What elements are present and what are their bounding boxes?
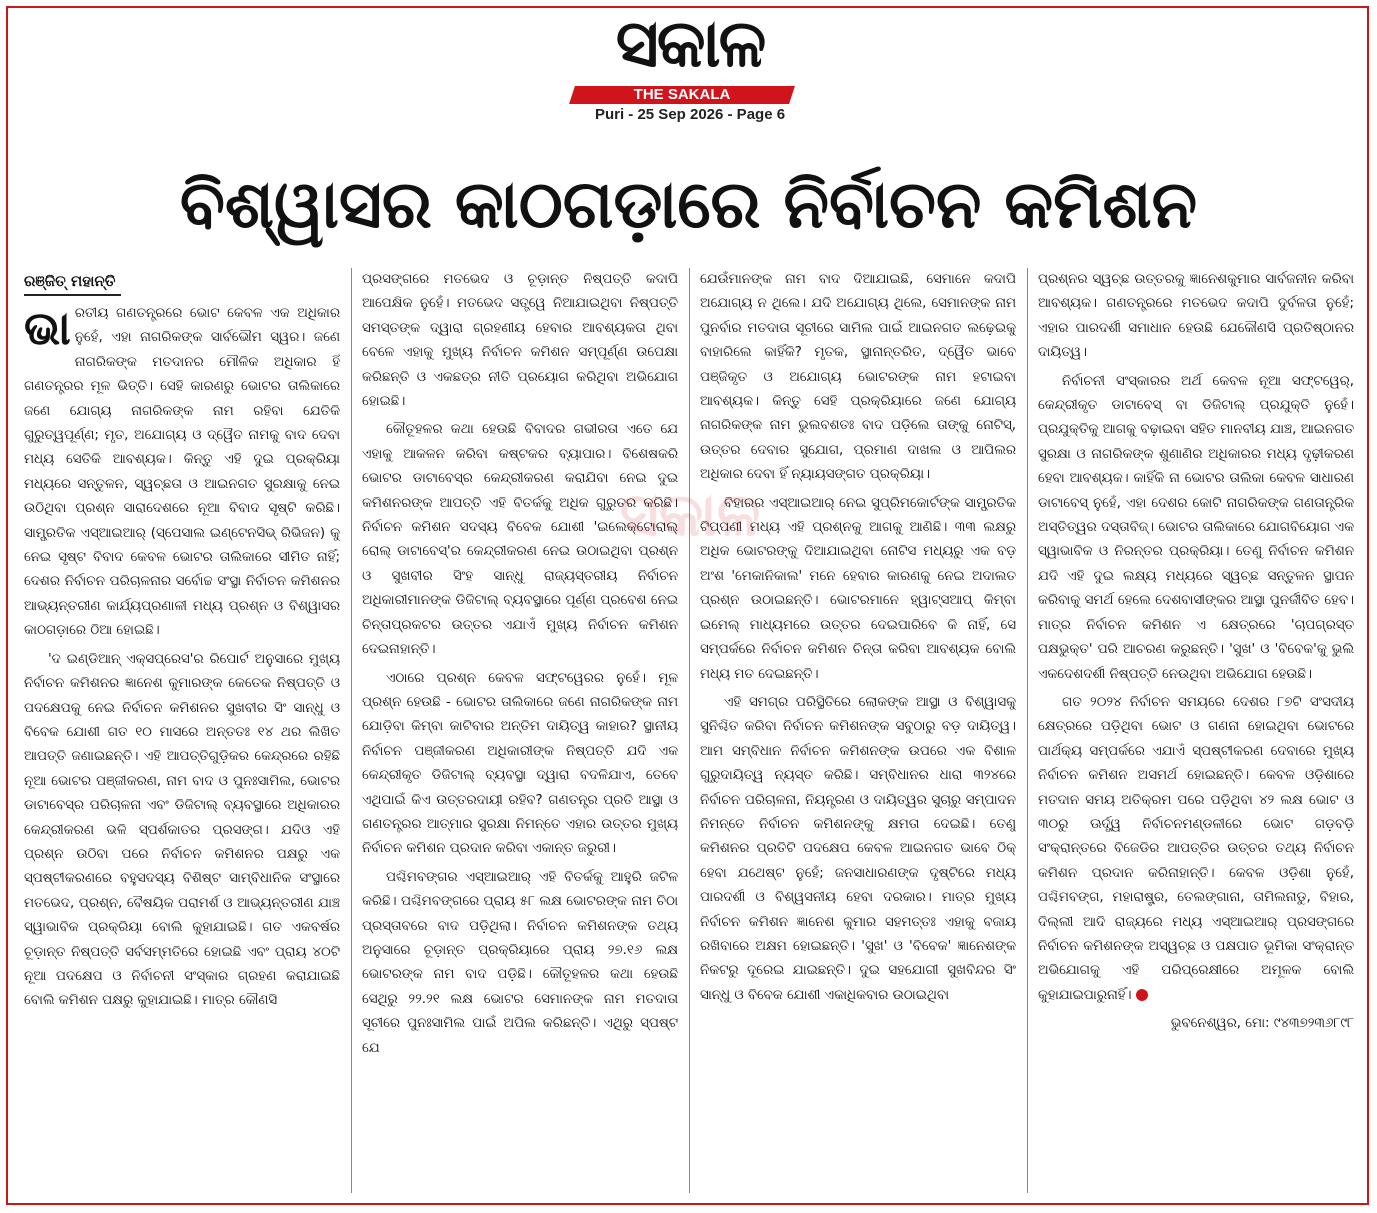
column-divider [689, 268, 690, 1193]
article-paragraph: ଯେଉଁମାନଙ୍କ ନାମ ବାଦ ଦିଆଯାଇଛି, ସେମାନେ କଦାପି ଅଯୋଗ୍ୟ ନ ଥିଲେ। ଯଦି ଅଯୋଗ୍ୟ ଥିଲେ, ସେମାନଙ୍କ ନାମ ପୁନର୍ବାର ମତଦାତା ସୂଚୀରେ ସାମିଲ ପାଇଁ ଆଇନଗତ ଲଢ଼େଇକୁ ବାହାରିଲେ କାହିଁକି? ମୃତକ, ସ୍ଥାନାନ୍ତରିତ, ଦ୍ୱୈତ ଭାବେ ପଞ୍ଜିକୃତ ଓ ଅଯୋଗ୍ୟ ଭୋଟରଙ୍କ ନାମ ହଟାଇବା ଆବଶ୍ୟକ। କିନ୍ତୁ ସେହି ପ୍ରକ୍ରିୟାରେ ଜଣେ ଯୋଗ୍ୟ ନାଗରିକଙ୍କ ନାମ ଭୁଲବଶତଃ ବାଦ ପଡ଼ିଲେ ତାଙ୍କୁ ନୋଟିସ୍, ଉତ୍ତର ଦେବାର ସୁଯୋଗ, ପ୍ରମାଣ ଦାଖଲ ଓ ଆପିଲର ଅଧିକାର ଦେବା ହିଁ ନ୍ୟାୟସଙ୍ଗତ ପ୍ରକ୍ରିୟା। [700, 272, 1016, 483]
article-paragraph: ପ୍ରଶ୍ନର ସ୍ୱଚ୍ଛ ଉତ୍ତରକୁ ଜ୍ଞାନେଶକୁମାର ସାର୍ବଜନୀନ କରିବା ଆବଶ୍ୟକ। ଗଣତନ୍ତ୍ରରେ ମତଭେଦ କଦାପି ଦୁର୍ବଳତା ନୁହେଁ; ଏହାର ପାରଦର୍ଶୀ ସମାଧାନ ହେଉଛି ଯେକୌଣସି ପ୍ରତିଷ୍ଠାନର ଦାୟିତ୍ୱ। [1038, 272, 1354, 361]
article-paragraph: ପଶ୍ଚିମବଙ୍ଗର ଏସ୍ଆଇଆର୍ ଏହି ବିତର୍କକୁ ଆହୁରି ଜଟିଳ କରିଛି। ପଶ୍ଚିମବଙ୍ଗରେ ପ୍ରାୟ ୫୮ ଲକ୍ଷ ଭୋଟରଙ୍କ ନାମ ଚିଠା ପ୍ରସ୍ତାବରେ ବାଦ ପଡ଼ିଥିଲା। ନିର୍ବାଚନ କମିଶନଙ୍କ ତଥ୍ୟ ଅନୁସାରେ ଚୂଡ଼ାନ୍ତ ପ୍ରକ୍ରିୟାରେ ପ୍ରାୟ ୨୭.୧୬ ଲକ୍ଷ ଭୋଟରଙ୍କ ନାମ ବାଦ ପଡ଼ିଛି। କୌତୂହଳର କଥା ହେଉଛି ସେଥିରୁ ୨୨.୨୧ ଲକ୍ଷ ଭୋଟର ସେମାନଙ୍କ ନାମ ମତଦାତା ସୂଚୀରେ ପୁନଃସାମିଲ ପାଇଁ ଅପିଲ କରିଛନ୍ତି। ଏଥିରୁ ସ୍ପଷ୍ଟ ଯେ [362, 869, 678, 1056]
article-body [24, 268, 1354, 1198]
article-paragraph [24, 302, 340, 644]
column-divider [1027, 268, 1028, 1193]
drop-cap: ଭା [24, 301, 71, 355]
article-headline: ବିଶ୍ୱାସର କାଠଗଡ଼ାରେ ନିର୍ବାଚନ କମିଶନ [179, 166, 1198, 243]
end-mark-icon [1136, 989, 1148, 1001]
article-paragraph: ବିହାରର ଏସ୍ଆଇଆର୍ ନେଇ ସୁପ୍ରିମକୋର୍ଟଙ୍କ ସାମ୍ପ୍ରତିକ ଟିପ୍ପଣୀ ମଧ୍ୟ ଏହି ପ୍ରଶ୍ନକୁ ଆଗକୁ ଆଣିଛି। ୩୩ ଲକ୍ଷରୁ ଅଧିକ ଭୋଟରଙ୍କୁ ଦିଆଯାଇଥିବା ନୋଟିସ ମଧ୍ୟରୁ ଏକ ବଡ଼ ଅଂଶ 'ମେକାନିକାଲ' ମନେ ହେବାର କାରଣକୁ ନେଇ ଅଦାଲତ ପ୍ରଶ୍ନ ଉଠାଇଛନ୍ତି। ଭୋଟରମାନେ ହ୍ୱାଟ୍ସଆପ୍ କିମ୍ବା ଇମେଲ୍ ମାଧ୍ୟମରେ ଉତ୍ତର ଦେଇପାରିବେ କି ନାହିଁ, ସେ ସମ୍ପର୍କରେ ନିର୍ବାଚନ କମିଶନ ଚିନ୍ତା କରିବା ଆବଶ୍ୟକ ବୋଲି ମଧ୍ୟ ମତ ଦେଇଛନ୍ତି। [700, 495, 1016, 682]
article-column-2 [362, 268, 678, 1198]
article-paragraph: ଏଠାରେ ପ୍ରଶ୍ନ କେବଳ ସଫ୍ଟୱେରର ନୁହେଁ। ମୂଳ ପ୍ରଶ୍ନ ହେଉଛି - ଭୋଟର ତାଲିକାରେ ଜଣେ ନାଗରିକଙ୍କ ନାମ ଯୋଡ଼ିବା କିମ୍ବା କାଟିବାର ଅନ୍ତିମ ଦାୟିତ୍ୱ କାହାର? ସ୍ଥାନୀୟ ନିର୍ବାଚନ ପଞ୍ଜୀକରଣ ଅଧିକାରୀଙ୍କ ନିଷ୍ପତ୍ତି ଯଦି ଏକ କେନ୍ଦ୍ରୀକୃତ ଡିଜିଟାଲ୍ ବ୍ୟବସ୍ଥା ଦ୍ୱାରା ବଦଳିଯାଏ, ତେବେ ଏଥିପାଇଁ କିଏ ଉତ୍ତରଦାୟୀ ରହିବ? ଗଣତନ୍ତ୍ର ପ୍ରତି ଆସ୍ଥା ଓ ଗଣତନ୍ତ୍ରର ଆତ୍ମାର ସୁରକ୍ଷା ନିମନ୍ତେ ଏହାର ଉତ୍ତର ମୁଖ୍ୟ ନିର୍ବାଚନ କମିଶନ ପ୍ରଦାନ କରିବା ଏକାନ୍ତ ଜରୁରୀ। [362, 670, 678, 857]
article-paragraph: ଏହି ସମଗ୍ର ପରିସ୍ଥିତିରେ ଲୋକଙ୍କ ଆସ୍ଥା ଓ ବିଶ୍ୱାସକୁ ସୁନିଶ୍ଚିତ କରିବା ନିର୍ବାଚନ କମିଶନଙ୍କ ସବୁଠାରୁ ବଡ଼ ଦାୟିତ୍ୱ। ଆମ ସମ୍ବିଧାନ ନିର୍ବାଚନ କମିଶନଙ୍କ ଉପରେ ଏକ ବିଶାଳ ଗୁରୁଦାୟିତ୍ୱ ନ୍ୟସ୍ତ କରିଛି। ସମ୍ବିଧାନର ଧାରା ୩୨୪ରେ ନିର୍ବାଚନ ପରିଚାଳନା, ନିୟନ୍ତ୍ରଣ ଓ ଦାୟିତ୍ୱର ସୁଚାରୁ ସମ୍ପାଦନ ନିମନ୍ତେ ନିର୍ବାଚନ କମିଶନଙ୍କୁ କ୍ଷମତା ଦେଇଛି। ତେଣୁ କମିଶନର ପ୍ରତିଟି ପଦକ୍ଷେପ କେବଳ ଆଇନଗତ ଭାବେ ଠିକ୍ ହେବା ଯଥେଷ୍ଟ ନୁହେଁ; ଜନସାଧାରଣଙ୍କ ଦୃଷ୍ଟିରେ ମଧ୍ୟ ପାରଦର୍ଶୀ ଓ ବିଶ୍ୱସନୀୟ ହେବା ଦରକାର। ମାତ୍ର ମୁଖ୍ୟ ନିର୍ବାଚନ କମିଶନ ଜ୍ଞାନେଶ କୁମାର ସହମତ୍ତଃ ଏହାକୁ ବଜାୟ ରଖିବାରେ ଅକ୍ଷମ ହୋଇଛନ୍ତି। 'ସୁଖ' ଓ 'ବିବେକ' ଜ୍ଞାନେଶଙ୍କ ନିକଟରୁ ଦୂରେଇ ଯାଇଛନ୍ତି। ଦୁଇ ସହଯୋଗୀ ସୁଖବିନ୍ଦର ସିଂ ସାନ୍ଧୁ ଓ ବିବେକ ଯୋଶୀ ଏକାଧିକବାର ଉଠାଇଥିବା [700, 694, 1016, 1003]
author-byline: ରଞ୍ଜିତ୍ ମହାନ୍ତି [24, 268, 121, 296]
article-column-3 [700, 268, 1016, 1198]
article-paragraph [1038, 691, 1354, 1008]
article-paragraph: କୌତୂହଳର କଥା ହେଉଛି ବିବାଦର ଗଭୀରତା ଏତେ ଯେ ଏହାକୁ ଆକଳନ କରିବା କଷ୍ଟକର ବ୍ୟାପାର। ବିଶେଷକରି ଭୋଟର ଡାଟାବେସ୍‌ର କେନ୍ଦ୍ରୀକରଣ କରାଯିବା ନେଇ ଦୁଇ କମିଶନରଙ୍କ ଆପତ୍ତି ଏହି ବିତର୍କକୁ ଅଧିକ ଗୁରୁତର କରିଛି। ନିର୍ବାଚନ କମିଶନ ସଦସ୍ୟ ବିବେକ ଯୋଶୀ 'ଇଲେକ୍ଟୋରାଲ୍ ରୋଲ୍ ଡାଟାବେସ୍'ର କେନ୍ଦ୍ରୀକରଣ ନେଇ ଉଠାଇଥିବା ପ୍ରଶ୍ନ ଓ ସୁଖବୀର ସିଂହ ସାନ୍ଧୁ ରାଜ୍ୟସ୍ତରୀୟ ନିର୍ବାଚନ ଅଧିକାରୀମାନଙ୍କ ଡିଜିଟାଲ୍ ବ୍ୟବସ୍ଥାରେ ପୂର୍ଣ୍ଣ ପ୍ରବେଶ ନେଇ ଚିନ୍ତାପ୍ରକଟର ଉତ୍ତର ଏଯାଏଁ ମୁଖ୍ୟ ନିର୍ବାଚନ କମିଶନ ଦେଇନାହାନ୍ତି। [362, 422, 678, 658]
masthead [0, 0, 1377, 130]
edition-line: Puri - 25 Sep 2026 - Page 6 [594, 106, 786, 123]
article-column-4 [1038, 268, 1354, 1198]
newspaper-logo: ସକାଳ [615, 5, 765, 82]
author-contact: ଭୁବନେଶ୍ୱର, ମୋ: ୯୪୩୭୨୩୬୮୯୮ [1170, 1016, 1354, 1032]
paragraph-text: ଗତ ୨୦୨୪ ନିର୍ବାଚନ ସମୟରେ ଦେଶର ୮୭ଟି ସଂସଦୀୟ କ୍ଷେତ୍ରରେ ପଡ଼ିଥିବା ଭୋଟ ଓ ଗଣନା ହୋଇଥିବା ଭୋଟରେ ପାର୍ଥକ୍ୟ ସମ୍ପର୍କରେ ଏଯାଏଁ ସ୍ପଷ୍ଟୀକରଣ ଦେବାରେ ମୁଖ୍ୟ ନିର୍ବାଚନ କମିଶନ ଅସମର୍ଥ ହୋଇଛନ୍ତି। କେବଳ ଓଡ଼ିଶାରେ ମତଦାନ ସମୟ ଅତିକ୍ରମ ପରେ ପଡ଼ିଥିବା ୪୨ ଲକ୍ଷ ଭୋଟ ଓ ୩୦ରୁ ଊର୍ଦ୍ଧ୍ୱ ନିର୍ବାଚନମଣ୍ଡଳୀରେ ଭୋଟ ଗଡ଼ବଡ଼ି ସଂକ୍ରାନ୍ତରେ ବିଜେଡିର ଆପତ୍ତିର ଉତ୍ତର ତଥ୍ୟ ନିର୍ବାଚନ କମିଶନ ପ୍ରଦାନ କରିନାହାନ୍ତି। କେବଳ ଓଡ଼ିଶା ନୁହେଁ, ପଶ୍ଚିମବଙ୍ଗ, ମହାରାଷ୍ଟ୍ର, ତେଲଙ୍ଗାନା, ତାମିଲନାଡୁ, ବିହାର, ଦିଲ୍ଲୀ ଆଦି ରାଜ୍ୟରେ ମଧ୍ୟ ଏସ୍ଆଇଆର୍ ପ୍ରସଙ୍ଗରେ ନିର୍ବାଚନ କମିଶନଙ୍କ ଅସ୍ୱଚ୍ଛ ଓ ପକ୍ଷପାତ ଭୂମିକା ସଂକ୍ରାନ୍ତ ଅଭିଯୋଗକୁ ଏହି ପରିପ୍ରେକ୍ଷୀରେ ଅମୂଳକ ବୋଲି କୁହାଯାଇପାରୁନାହିଁ। [1038, 694, 1354, 1003]
logo-subtitle: THE SAKALA [633, 86, 731, 103]
brand-watermark: ସକାଳ [619, 480, 761, 550]
article-column-1 [24, 268, 340, 1198]
article-paragraph: 'ଦ ଇଣ୍ଡିଆନ୍ ଏକ୍ସପ୍ରେସ'ର ରିପୋର୍ଟ ଅନୁସାରେ ମୁଖ୍ୟ ନିର୍ବାଚନ କମିଶନର ଜ୍ଞାନେଶ କୁମାରଙ୍କ କେତେକ ନିଷ୍ପତ୍ତି ଓ ପଦକ୍ଷେପକୁ ନେଇ ନିର୍ବାଚନ କମିଶନର ସୁଖବୀର ସିଂ ସାନ୍ଧୁ ଓ ବିବେକ ଯୋଶୀ ଗତ ୧୦ ମାସରେ ଅନ୍ତତଃ ୧୪ ଥର ଲିଖିତ ଆପତ୍ତି ଜଣାଇଛନ୍ତି। ଏହି ଆପତ୍ତିଗୁଡ଼ିକର କେନ୍ଦ୍ରରେ ରହିଛି ନୂଆ ଭୋଟର ପଞ୍ଜୀକରଣ, ନାମ ବାଦ ଓ ପୁନଃସାମିଲ, ଭୋଟର ଡାଟାବେସ୍‌ର ପରିଚାଳନା ଏବଂ ଡିଜିଟାଲ୍ ବ୍ୟବସ୍ଥାରେ ଅଧିକାରର କେନ୍ଦ୍ରୀକରଣ ଭଳି ସ୍ପର୍ଶକାତର ପ୍ରସଙ୍ଗ। ଯଦିଓ ଏହି ପ୍ରଶ୍ନ ଉଠିବା ପରେ ନିର୍ବାଚନ କମିଶନର ପକ୍ଷରୁ ଏକ ସ୍ପଷ୍ଟୀକରଣରେ ବହୁସଦସ୍ୟ ବିଶିଷ୍ଟ ସାମ୍ବିଧାନିକ ସଂସ୍ଥାରେ ମତଭେଦ, ପ୍ରଶ୍ନ, ବୈଷୟିକ ପରାମର୍ଶ ଓ ଆଭ୍ୟନ୍ତରୀଣ ଯାଞ୍ଚ ସ୍ୱାଭାବିକ ପ୍ରକ୍ରିୟା ବୋଲି କୁହାଯାଇଛି। ଗତ ଏକବର୍ଷର ଚୂଡ଼ାନ୍ତ ନିଷ୍ପତ୍ତି ସର୍ବସମ୍ମତିରେ ହୋଇଛି ଏବଂ ପ୍ରାୟ ୪୦ଟି ନୂଆ ପଦକ୍ଷେପ ଓ ନିର୍ବାଚନୀ ସଂସ୍କାର ଗ୍ରହଣ କରାଯାଇଛି ବୋଲି କମିଶନ ପକ୍ଷରୁ କୁହାଯାଇଛି। ମାତ୍ର କୌଣସି [24, 651, 340, 1009]
article-paragraph: ପ୍ରସଙ୍ଗରେ ମତଭେଦ ଓ ଚୂଡ଼ାନ୍ତ ନିଷ୍ପତ୍ତି କଦାପି ଆପେକ୍ଷିକ ନୁହେଁ। ମତଭେଦ ସତ୍ତ୍ୱେ ନିଆଯାଇଥିବା ନିଷ୍ପତ୍ତି ସମସ୍ତଙ୍କ ଦ୍ୱାରା ଗ୍ରହଣୀୟ ହେବାର ଆବଶ୍ୟକତା ଥିବା ବେଳେ ଏହାକୁ ମୁଖ୍ୟ ନିର୍ବାଚନ କମିଶନ ସମ୍ପୂର୍ଣ୍ଣ ଉପେକ୍ଷା କରିଛନ୍ତି ଓ ଏକଛତ୍ର ନୀତି ପ୍ରୟୋଗ କରିଥିବା ଅଭିଯୋଗ ହୋଇଛି। [362, 272, 678, 410]
column-divider [351, 268, 352, 1193]
article-paragraph: ନିର୍ବାଚନୀ ସଂସ୍କାରର ଅର୍ଥ କେବଳ ନୂଆ ସଫ୍ଟୱେର୍, କେନ୍ଦ୍ରୀକୃତ ଡାଟାବେସ୍ ବା ଡିଜିଟାଲ୍ ପ୍ରଯୁକ୍ତି ନୁହେଁ। ପ୍ରଯୁକ୍ତିକୁ ଆଗକୁ ବଢ଼ାଇବା ସହିତ ମାନବୀୟ ଯାଞ୍ଚ, ଆଇନଗତ ସୁରକ୍ଷା ଓ ନାଗରିକଙ୍କ ଶୁଣାଣିର ଅଧିକାରର ମଧ୍ୟ ଦୃଢ଼ୀକରଣ ହେବା ଆବଶ୍ୟକ। କାହିଁକି ନା ଭୋଟର ତାଲିକା କେବଳ ସାଧାରଣ ଡାଟାବେସ୍ ନୁହେଁ, ଏହା ଦେଶର କୋଟି ନାଗରିକଙ୍କ ଗଣତାନ୍ତ୍ରିକ ଅସ୍ତିତ୍ୱର ଦସ୍ତାବିଜ୍। ଭୋଟର ତାଲିକାରେ ଯୋଗବିୟୋଗ ଏକ ସ୍ୱାଭାବିକ ଓ ନିରନ୍ତର ପ୍ରକ୍ରିୟା। ତେଣୁ ନିର୍ବାଚନ କମିଶନ ଯଦି ଏହି ଦୁଇ ଲକ୍ଷ୍ୟ ମଧ୍ୟରେ ସ୍ୱଚ୍ଛ ସନ୍ତୁଳନ ସ୍ଥାପନ କରିବାକୁ ସମର୍ଥ ହେଲେ ଦେଶବାସୀଙ୍କର ଆସ୍ଥା ପୁନର୍ଜୀବିତ ହେବ। ମାତ୍ର ନିର୍ବାଚନ କମିଶନ ଏ କ୍ଷେତ୍ରରେ 'ଚାପଗ୍ରସ୍ତ ପକ୍ଷଭୁକ୍ତ' ପରି ଆଚରଣ କରୁଛନ୍ତି। 'ସୁଖ' ଓ 'ବିବେକ'କୁ ଭୁଲି ଏକଦେଶଦର୍ଶୀ ନିଷ୍ପତ୍ତି ନେଉଥିବା ଅଭିଯୋଗ ହେଉଛି। [1038, 373, 1354, 682]
paragraph-text: ରତୀୟ ଗଣତନ୍ତ୍ରରେ ଭୋଟ କେବଳ ଏକ ଅଧିକାର ନୁହେଁ, ଏହା ନାଗରିକଙ୍କ ସାର୍ବଭୌମ ସ୍ୱର। ଜଣେ ନାଗରିକଙ୍କ ମତଦାନର ମୌଳିକ ଅଧିକାର ହିଁ ଗଣତନ୍ତ୍ରର ମୂଳ ଭିତ୍ତି। ସେହି କାରଣରୁ ଭୋଟର ତାଲିକାରେ ଜଣେ ଯୋଗ୍ୟ ନାଗରିକଙ୍କ ନାମ ରହିବା ଯେତିକି ଗୁରୁତ୍ୱପୂର୍ଣ୍ଣ; ମୃତ, ଅଯୋଗ୍ୟ ଓ ଦ୍ୱୈତ ନାମକୁ ବାଦ ଦେବା ମଧ୍ୟ ସେତିକି ଆବଶ୍ୟକ। କିନ୍ତୁ ଏହି ଦୁଇ ପ୍ରକ୍ରିୟା ମଧ୍ୟରେ ସନ୍ତୁଳନ, ସ୍ୱଚ୍ଛତା ଓ ଆଇନଗତ ସୁରକ୍ଷାକୁ ନେଇ ଉଠିଥିବା ପ୍ରଶ୍ନ ସାରାଦେଶରେ ନୂଆ ବିବାଦ ସୃଷ୍ଟି କରିଛି। ସାମ୍ପ୍ରତିକ ଏସ୍ଆଇଆର୍ (ସ୍ପେସାଲ ଇଣ୍ଟେନସିଭ୍ ରିଭିଜନ) କୁ ନେଇ ସୃଷ୍ଟ ବିବାଦ କେବଳ ଭୋଟର ତାଲିକାରେ ସୀମିତ ନାହିଁ; ଦେଶର ନିର୍ବାଚନ ପରିଚାଳନାର ସର୍ବୋଚ୍ଚ ସଂସ୍ଥା ନିର୍ବାଚନ କମିଶନର ଆଭ୍ୟନ୍ତରୀଣ କାର୍ଯ୍ୟପ୍ରଣାଳୀ ମଧ୍ୟ ପ୍ରଶ୍ନ ଓ ବିଶ୍ୱାସର କାଠଗଡ଼ାରେ ଠିଆ ହୋଇଛି। [24, 306, 340, 639]
